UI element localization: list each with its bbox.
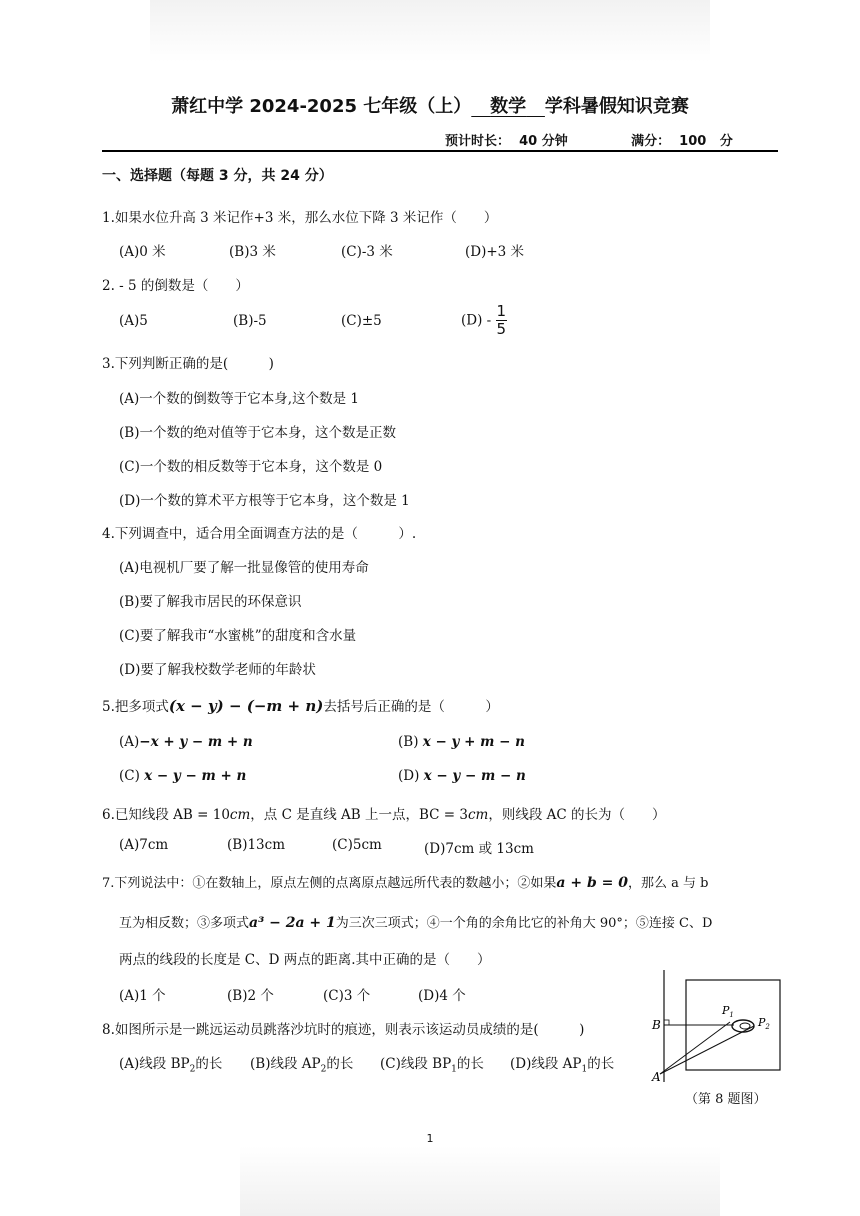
question-7-line-3: 两点的线段的长度是 C、D 两点的距离.其中正确的是（ ） [119, 952, 491, 968]
time-value: 40 分钟 [519, 134, 568, 149]
label-p2: $P_2$ [758, 1016, 770, 1031]
score-label: 满分： [631, 134, 671, 149]
q7-option-c: (C)3 个 [323, 988, 371, 1004]
landing-mark [732, 1020, 754, 1032]
q3-option-b: (B)一个数的绝对值等于它本身，这个数是正数 [119, 425, 396, 441]
landing-mark-inner [740, 1023, 750, 1029]
time-label: 预计时长： [445, 134, 511, 149]
label-b: B [652, 1018, 661, 1032]
long-jump-figure [650, 970, 782, 1082]
q2-option-b: (B)-5 [233, 313, 267, 329]
q2-option-a: (A)5 [119, 313, 148, 329]
exam-meta [445, 130, 733, 149]
title-subject: 数学 [490, 96, 527, 117]
section-title: 一、选择题（每题 3 分，共 24 分） [102, 168, 333, 184]
q6-option-b: (B)13cm [227, 837, 285, 853]
q5-option-b: (B) x − y + m − n [398, 734, 525, 750]
right-angle-mark [664, 1020, 669, 1025]
scan-shadow-top [150, 0, 710, 62]
question-2-stem: 2. - 5 的倒数是（ ） [102, 278, 249, 294]
q4-option-d: (D)要了解我校数学老师的年龄状 [119, 662, 316, 678]
header-divider [102, 150, 778, 152]
q5-option-c: (C) x − y − m + n [119, 768, 247, 784]
q1-option-d: (D)+3 米 [465, 244, 525, 260]
question-8-stem: 8.如图所示是一跳远运动员跳落沙坑时的痕迹，则表示该运动员成绩的是( ) [102, 1022, 585, 1038]
q4-option-c: (C)要了解我市“水蜜桃”的甜度和含水量 [119, 628, 357, 644]
q7-option-b: (B)2 个 [227, 988, 274, 1004]
q8-option-d: (D)线段 $AP_1$的长 [510, 1056, 615, 1075]
page-title [0, 92, 860, 118]
q7-option-a: (A)1 个 [119, 988, 166, 1004]
title-event: 学科暑假知识竞赛 [544, 96, 689, 117]
label-a: A [652, 1070, 661, 1082]
label-p1: $P_1$ [722, 1004, 734, 1019]
title-school: 萧红中学 2024-2025 七年级（上） [171, 96, 472, 117]
q3-option-c: (C)一个数的相反数等于它本身，这个数是 0 [119, 459, 383, 475]
q4-option-a: (A)电视机厂要了解一批显像管的使用寿命 [119, 560, 369, 576]
question-3-stem: 3.下列判断正确的是( ) [102, 356, 274, 372]
question-6-stem: 6.已知线段 AB = 10cm，点 C 是直线 AB 上一点，BC = 3cm，则线段 AC 的长为（ ） [102, 807, 666, 823]
question-4-stem: 4.下列调查中，适合用全面调查方法的是（ ）. [102, 526, 417, 542]
q8-option-a: (A)线段 $BP_2$的长 [119, 1056, 223, 1075]
q1-option-b: (B)3 米 [229, 244, 276, 260]
q5-option-d: (D) x − y − m − n [398, 768, 526, 784]
q1-option-a: (A)0 米 [119, 244, 166, 260]
fraction-one-fifth: $\frac{1}{5}$ [496, 302, 507, 338]
figure-caption: （第 8 题图） [685, 1092, 767, 1107]
q6-option-c: (C)5cm [332, 837, 382, 853]
q3-option-d: (D)一个数的算术平方根等于它本身，这个数是 1 [119, 493, 410, 509]
question-7-line-1: 7.下列说法中：①在数轴上，原点左侧的点离原点越远所代表的数越小；②如果a + b = 0，那么 a 与 b [102, 875, 709, 891]
q3-option-a: (A)一个数的倒数等于它本身,这个数是 1 [119, 391, 359, 407]
q8-option-b: (B)线段 $AP_2$的长 [250, 1056, 354, 1075]
question-1-stem: 1.如果水位升高 3 米记作+3 米，那么水位下降 3 米记作（ ） [102, 210, 498, 226]
score-unit: 分 [719, 134, 733, 149]
q5-expression: (x − y) − (−m + n) [168, 697, 324, 715]
q7-option-d: (D)4 个 [418, 988, 466, 1004]
q8-option-c: (C)线段 $BP_1$的长 [380, 1056, 484, 1075]
q6-option-a: (A)7cm [119, 837, 169, 853]
segment-ap1 [660, 1022, 730, 1074]
question-7-line-2: 互为相反数；③多项式a³ − 2a + 1为三次三项式；④一个角的余角比它的补角大 90°；⑤连接 C、D [119, 915, 713, 931]
score-value: 100 [679, 134, 707, 149]
q5-option-a: (A)−x + y − m + n [119, 734, 253, 750]
question-5-stem: 5.把多项式(x − y) − (−m + n)去括号后正确的是（ ） [102, 697, 499, 715]
q2-option-d: (D) - $\frac{1}{5}$ [461, 302, 507, 338]
q6-option-d: (D)7cm 或 13cm [424, 841, 534, 857]
q1-option-c: (C)-3 米 [341, 244, 393, 260]
q2-option-c: (C)±5 [341, 313, 382, 329]
page-number: 1 [426, 1132, 434, 1145]
segment-ap2 [660, 1026, 754, 1074]
q4-option-b: (B)要了解我市居民的环保意识 [119, 594, 302, 610]
scan-shadow-bottom [240, 1146, 720, 1216]
